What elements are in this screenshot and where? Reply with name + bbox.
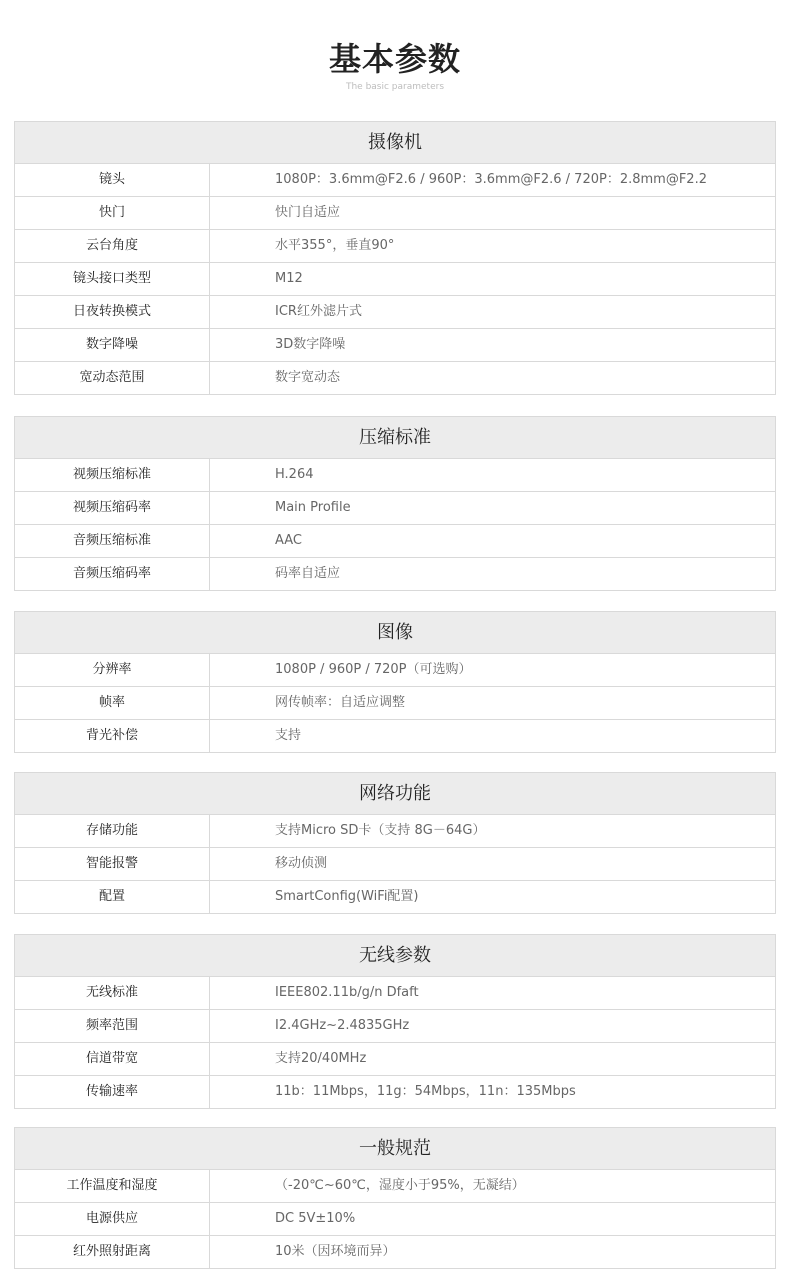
row-label: 信道带宽 — [15, 1043, 210, 1075]
row-label: 音频压缩码率 — [15, 558, 210, 590]
table-row — [15, 1042, 775, 1075]
row-value: 网传帧率：自适应调整 — [275, 695, 406, 710]
row-label: 快门 — [15, 197, 210, 229]
section-compression — [14, 416, 776, 591]
row-label: 传输速率 — [15, 1076, 210, 1108]
row-value: ICR红外滤片式 — [275, 304, 362, 319]
section-image — [14, 611, 776, 753]
table-row — [15, 458, 775, 491]
row-value: 支持20/40MHz — [275, 1051, 367, 1066]
row-value: IEEE802.11b/g/n Dfaft — [275, 985, 419, 1000]
row-value: 快门自适应 — [275, 205, 341, 220]
row-label: 红外照射距离 — [15, 1236, 210, 1268]
table-row — [15, 491, 775, 524]
section-camera — [14, 121, 776, 395]
row-label: 镜头接口类型 — [15, 263, 210, 295]
row-value: I2.4GHz~2.4835GHz — [275, 1018, 410, 1033]
row-value: Main Profile — [275, 500, 351, 515]
table-row — [15, 524, 775, 557]
section-general — [14, 1127, 776, 1269]
row-label: 无线标准 — [15, 977, 210, 1009]
row-label: 频率范围 — [15, 1010, 210, 1042]
table-row — [15, 653, 775, 686]
table-row — [15, 719, 775, 752]
table-row — [15, 328, 775, 361]
row-label: 智能报警 — [15, 848, 210, 880]
table-row — [15, 229, 775, 262]
row-label: 视频压缩码率 — [15, 492, 210, 524]
row-label: 配置 — [15, 881, 210, 913]
row-value: 1080P：3.6mm@F2.6 / 960P：3.6mm@F2.6 / 720P：2.8mm@F2.2 — [275, 172, 707, 187]
table-row — [15, 1235, 775, 1268]
table-row — [15, 163, 775, 196]
row-label: 电源供应 — [15, 1203, 210, 1235]
table-row — [15, 880, 775, 913]
section-header: 网络功能 — [15, 773, 775, 814]
table-row — [15, 557, 775, 590]
row-label: 宽动态范围 — [15, 362, 210, 394]
row-value: 水平355°，垂直90° — [275, 238, 395, 253]
table-row — [15, 262, 775, 295]
table-row — [15, 814, 775, 847]
table-row — [15, 295, 775, 328]
row-value: SmartConfig(WiFi配置) — [275, 889, 419, 904]
row-value: 码率自适应 — [275, 566, 341, 581]
table-row — [15, 1169, 775, 1202]
row-label: 帧率 — [15, 687, 210, 719]
section-header: 图像 — [15, 612, 775, 653]
row-label: 云台角度 — [15, 230, 210, 262]
table-row — [15, 1075, 775, 1108]
row-value: 11b：11Mbps，11g：54Mbps，11n：135Mbps — [275, 1084, 576, 1099]
row-value: 10米（因环境而异） — [275, 1244, 396, 1259]
table-row — [15, 847, 775, 880]
row-value: 支持Micro SD卡（支持 8G－64G） — [275, 823, 486, 838]
row-value: AAC — [275, 533, 302, 548]
row-value: M12 — [275, 271, 303, 286]
row-label: 视频压缩标准 — [15, 459, 210, 491]
table-row — [15, 1202, 775, 1235]
row-label: 存储功能 — [15, 815, 210, 847]
row-value: 3D数字降噪 — [275, 337, 346, 352]
table-row — [15, 1009, 775, 1042]
table-row — [15, 196, 775, 229]
section-header: 一般规范 — [15, 1128, 775, 1169]
row-label: 镜头 — [15, 164, 210, 196]
row-value: H.264 — [275, 467, 314, 482]
table-row — [15, 976, 775, 1009]
row-label: 音频压缩标准 — [15, 525, 210, 557]
row-value: 数字宽动态 — [275, 370, 341, 385]
page-subtitle: The basic parameters — [345, 82, 445, 92]
row-label: 数字降噪 — [15, 329, 210, 361]
section-wireless — [14, 934, 776, 1109]
section-header: 摄像机 — [15, 122, 775, 163]
section-header: 无线参数 — [15, 935, 775, 976]
row-label: 分辨率 — [15, 654, 210, 686]
table-row — [15, 686, 775, 719]
row-label: 背光补偿 — [15, 720, 210, 752]
page-title: 基本参数 — [328, 40, 461, 78]
row-value: 1080P / 960P / 720P（可选购） — [275, 662, 472, 677]
row-value: （-20℃~60℃，湿度小于95%，无凝结） — [275, 1178, 525, 1193]
section-network — [14, 772, 776, 914]
row-value: 支持 — [275, 728, 302, 743]
row-value: 移动侦测 — [275, 856, 328, 871]
row-label: 工作温度和湿度 — [15, 1170, 210, 1202]
table-row — [15, 361, 775, 394]
row-value: DC 5V±10% — [275, 1211, 356, 1226]
section-header: 压缩标准 — [15, 417, 775, 458]
row-label: 日夜转换模式 — [15, 296, 210, 328]
